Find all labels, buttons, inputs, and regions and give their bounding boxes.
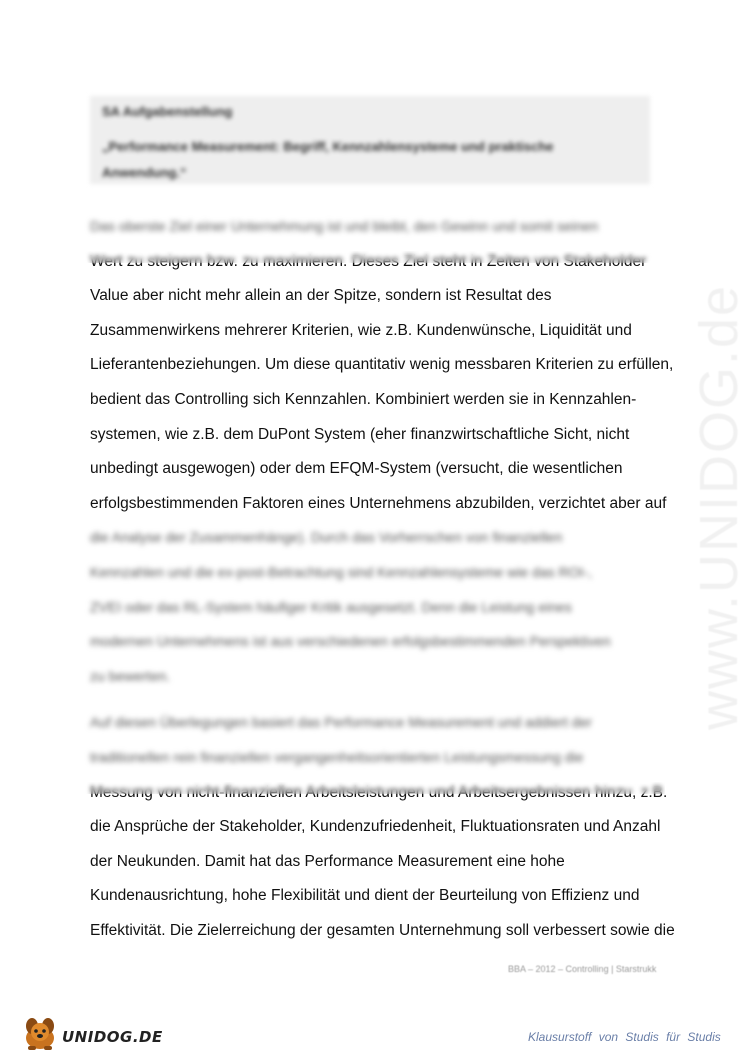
task-subtitle: „Performance Measurement: Begriff, Kennzahlensysteme und praktische Anwendung.“	[102, 139, 554, 180]
body-line: die Ansprüche der Stakeholder, Kundenzufriedenheit, Fluktuationsraten und Anzahl	[90, 818, 661, 836]
body-line: Das oberste Ziel einer Unternehmung ist und bleibt, den Gewinn und somit seinen	[90, 218, 599, 234]
watermark: www.UNIDOG.de	[689, 283, 749, 730]
slogan: Klausurstoff von Studis für Studis	[528, 1030, 721, 1044]
body-line: Zusammenwirkens mehrerer Kriterien, wie z.B. Kundenwünsche, Liquidität und	[90, 321, 632, 339]
body-line: systemen, wie z.B. dem DuPont System (eher finanzwirtschaftliche Sicht, nicht	[90, 425, 630, 443]
body-line: erfolgsbestimmenden Faktoren eines Unternehmens abzubilden, verzichtet aber auf	[90, 494, 667, 512]
body-line: Wert zu steigern bzw. zu maximieren. Dieses Ziel steht in Zeiten von Stakeholder	[90, 252, 647, 270]
body-line: Value aber nicht mehr allein an der Spitze, sondern ist Resultat des	[90, 287, 552, 305]
body-line: bedient das Controlling sich Kennzahlen. Kombiniert werden sie in Kennzahlen-	[90, 391, 637, 408]
dog-mascot-icon	[18, 1016, 62, 1052]
body-line: zu bewerten.	[90, 667, 171, 684]
body-line: Messung von nicht-finanziellen Arbeitsleistungen und Arbeitsergebnissen hinzu, z.B.	[90, 783, 668, 801]
body-line: Kennzahlen und die ex-post-Betrachtung sind Kennzahlensysteme wie das ROI-,	[90, 564, 592, 580]
blur-overlay	[85, 251, 665, 263]
logo-text: UNIDOG.DE	[62, 1028, 163, 1046]
body-line: Effektivität. Die Zielerreichung der gesamten Unternehmung soll verbessert sowie die	[90, 922, 675, 939]
blur-overlay	[85, 782, 665, 794]
body-line: traditionellen rein finanziellen vergangenheitsorientierten Leistungsmessung die	[90, 749, 584, 765]
task-header-box	[90, 96, 650, 184]
body-line: modernen Unternehmens ist aus verschiedenen erfolgsbestimmenden Perspektiven	[90, 633, 611, 650]
unidog-logo[interactable]	[18, 1016, 163, 1052]
body-line: Auf diesen Überlegungen basiert das Performance Measurement und addiert der	[90, 714, 592, 731]
body-line: Kundenausrichtung, hohe Flexibilität und dient der Beurteilung von Effizienz und	[90, 887, 640, 905]
body-line: die Analyse der Zusammenhänge). Durch das Vorherrschen von finanziellen	[90, 529, 563, 546]
body-line: ZVEI oder das RL-System häufiger Kritik ausgesetzt. Denn die Leistung eines	[90, 598, 572, 615]
body-line: der Neukunden. Damit hat das Performance Measurement eine hohe	[90, 852, 565, 870]
body-line: Lieferantenbeziehungen. Um diese quantitativ wenig messbaren Kriterien zu erfüllen,	[90, 356, 674, 374]
footer-meta: BBA – 2012 – Controlling | Starstrukk	[508, 964, 657, 974]
body-line: unbedingt ausgewogen) oder dem EFQM-System (versucht, die wesentlichen	[90, 460, 623, 478]
task-title: SA Aufgabenstellung	[102, 104, 233, 119]
